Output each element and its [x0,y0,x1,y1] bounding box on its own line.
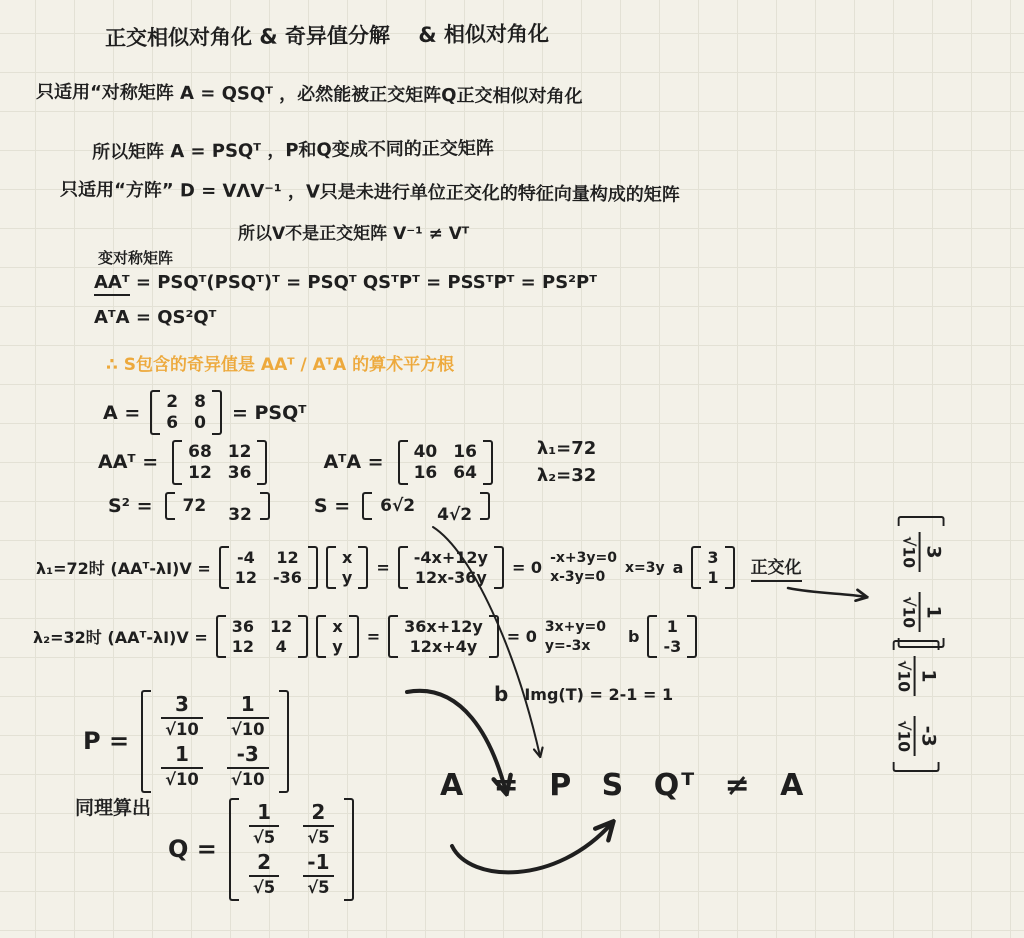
aat-label: AAᵀ = [98,451,159,473]
aat-lhs: AAᵀ [94,272,130,296]
matrix-s2 [165,492,270,525]
matrix-cell: 4√2 [437,505,473,525]
matrix-cell: 32 [228,505,252,525]
system-eq: y=-3x [544,637,591,654]
case1-xy-vector [326,546,368,589]
lambda1: λ₁=72 [536,438,597,459]
matrix-cell: 6√2 [380,496,416,516]
a-rhs: = PSQᵀ [231,401,307,424]
unit-vector-1 [898,516,945,648]
matrix-cell: 12 [231,637,254,656]
system-eq: x-3y=0 [550,568,606,585]
eigenvalues [537,438,596,486]
case2-prefix: λ₂=32时 (AAᵀ-λI)V = [33,628,208,647]
case1-row [36,546,802,589]
matrix-cell: x [332,617,343,636]
fraction: $\frac{1}{√5}$ [249,802,279,846]
case2-row [33,615,697,658]
q-lhs: Q = [168,835,217,864]
matrix-cell: 12 [227,441,252,462]
matrix-cell: 72 [182,496,207,516]
rule-svd: 所以矩阵 A = PSQᵀ ，P和Q变成不同的正交矩阵 [91,137,494,164]
page-title: 正交相似对角化 & 奇异值分解 & 相似对角化 [104,21,549,51]
matrix-aat [172,440,267,485]
matrix-cell: 2 [166,392,179,412]
final-equation: A = P S Qᵀ ≠ A [440,768,806,803]
s-label: S = [313,495,351,517]
aat-expansion [94,272,597,293]
system-eq: -x+3y=0 [550,549,617,566]
case1-result-vector [398,546,504,589]
matrix-cell: 12x-36y [414,568,487,587]
fraction: $\frac{1}{√10}$ [227,694,269,738]
a-lhs: A = [103,401,141,424]
matrix-cell: -36 [273,568,302,587]
unit-vector-2-wrapper [893,640,1024,753]
case1-matrix [219,546,318,589]
matrix-cell: 12 [234,568,257,587]
fraction: $\frac{2}{√5}$ [249,852,279,896]
fraction: $\frac{-1}{√5}$ [303,852,333,896]
matrix-cell: 12 [276,548,299,567]
fraction: $\frac{3}{√10}$ [161,694,203,738]
unit-vector-1-wrapper [898,516,1024,629]
matrix-cell: 12 [188,462,212,483]
case2-eigenvector [647,615,697,658]
matrix-cell: 1 [666,617,678,636]
matrix-cell: y [332,637,343,656]
a-definition [103,390,306,435]
matrix-cell: 8 [194,392,206,412]
matrix-cell: -4x+12y [413,548,488,567]
matrix-cell: 4 [275,637,287,656]
matrix-cell: 36x+12y [404,617,483,636]
matrix-cell: y [341,568,353,587]
ata-expansion: AᵀA = QS²Qᵀ [94,307,217,328]
equals-zero: = 0 [506,627,537,646]
matrix-cell: 36 [231,617,254,636]
matrix-a [150,390,222,435]
fraction: $\frac{1}{√10}$ [161,744,203,788]
matrix-cell: 16 [413,462,438,483]
s2-label: S² = [108,495,153,517]
fraction: 1 √10 [900,592,943,632]
fraction: 1 √10 [895,656,938,696]
symmetrize-label: 变对称矩阵 [98,249,174,267]
p-lhs: P = [83,727,130,756]
img-dimension-note: Img(T) = 2-1 = 1 [524,684,674,704]
matrix-cell: 12x+4y [409,637,478,656]
singular-value-note: ∴ S包含的奇异值是 AAᵀ / AᵀA 的算术平方根 [106,355,455,375]
q-definition [168,798,354,901]
matrix-cell: 36 [227,462,252,483]
matrix-cell: -3 [663,637,682,656]
system-eq: 3x+y=0 [544,618,607,635]
rule-symmetric-matrix: 只适用“对称矩阵 A = QSQᵀ ，必然能被正交矩阵Q正交相似对角化 [35,81,583,108]
matrix-s [362,492,490,525]
matrix-q [229,798,354,901]
fraction: $\frac{2}{√5}$ [303,802,333,846]
matrix-cell: x [341,548,353,567]
equals-sign: = [376,558,390,577]
matrix-cell: 1 [707,568,719,587]
matrix-cell: 0 [194,413,206,433]
case2-result-vector [388,615,499,658]
p-definition [83,690,289,793]
fraction: -3 √10 [895,716,938,756]
v-not-orthogonal-note: 所以V不是正交矩阵 V⁻¹ ≠ Vᵀ [238,224,470,244]
aat-rest: = PSQᵀ(PSQᵀ)ᵀ = PSQᵀ QSᵀPᵀ = PSSᵀPᵀ = PS²Pᵀ [129,272,597,293]
matrix-p [141,690,289,793]
b-mark: b [494,682,509,706]
matrix-cell: 16 [453,441,477,462]
case1-solution: x=3y [624,559,665,576]
equals-sign: = [366,627,381,646]
arrow-orthogonalize [788,588,866,597]
case2-vector-label: b [628,627,640,646]
matrix-ata [398,440,493,485]
matrix-cell: -4 [236,548,255,567]
unit-vector-2 [893,640,940,772]
case1-prefix: λ₁=72时 (AAᵀ-λI)V = [36,559,211,578]
rule-square-matrix: 只适用“方阵” D = VΛV⁻¹ ，V只是未进行单位正交化的特征向量构成的矩阵 [59,179,680,206]
matrix-cell: 40 [413,441,438,462]
q-derivation-label: 同理算出 [75,797,152,819]
case1-eigenvector [691,546,734,589]
matrix-cell: 64 [453,462,477,483]
gram-matrices-row [98,438,596,486]
case2-system [545,619,606,655]
matrix-cell: 3 [707,548,719,567]
s-matrices-row [108,492,490,525]
ata-label: AᵀA = [323,451,384,473]
lambda2: λ₂=32 [536,465,597,486]
case1-vector-label: a [672,558,684,577]
case1-system [550,550,617,586]
equals-zero: = 0 [511,558,543,577]
fraction: $\frac{-3}{√10}$ [227,744,269,788]
orthogonalize-label: 正交化 [751,553,802,582]
case2-matrix [216,615,309,658]
case2-xy-vector [316,615,358,658]
arrow-q-to-final [452,823,612,872]
matrix-cell: 12 [270,617,293,636]
matrix-cell: 68 [188,441,212,462]
matrix-cell: 6 [166,413,179,433]
rank-note-row [494,682,673,706]
fraction: 3 √10 [900,532,943,572]
